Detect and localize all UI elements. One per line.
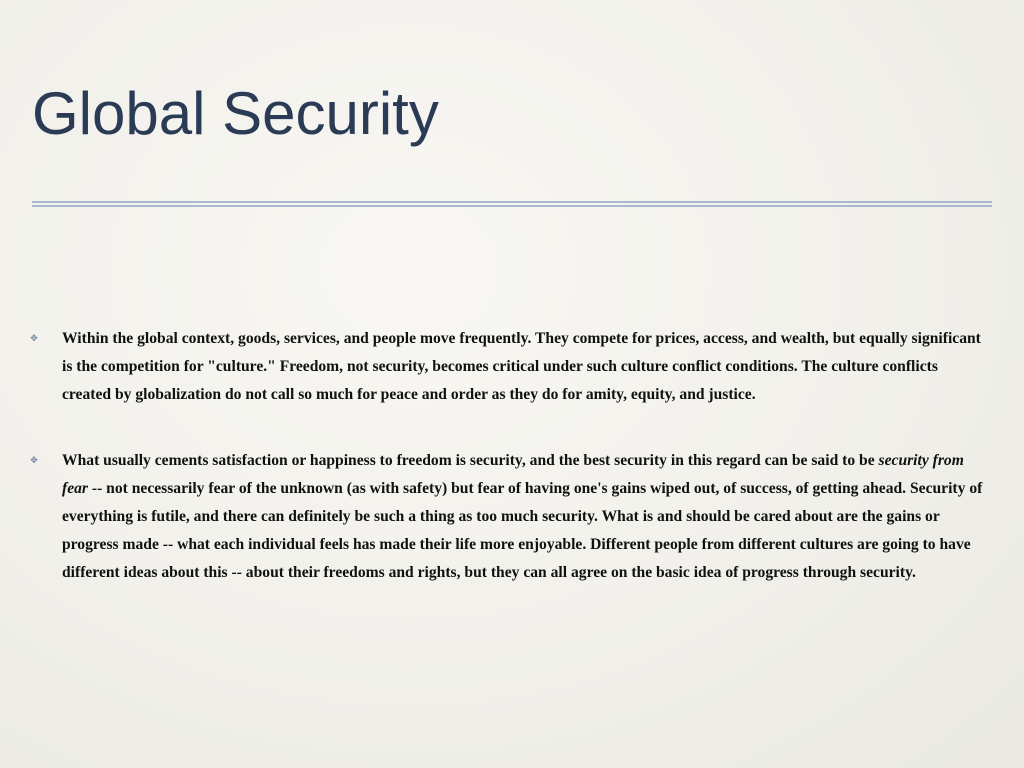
bullet-text-end: -- not necessarily fear of the unknown (as with safety) but fear of having one's gains wiped out, of success, of getting ahead. Security of everything is futile, and there can definitely be such a thing as too much security. What is and should be cared about are the gains or progress made -- what each individual feels has made their life more enjoyable. Different people from different cultures are going to have different ideas about this -- about their freedoms and rights, but they can all agree on the basic idea of progress through security.: [62, 480, 983, 581]
bullet-list: [28, 325, 988, 587]
bullet-text-start: What usually cements satisfaction or happiness to freedom is security, and the best security in this regard can be said to be: [62, 452, 879, 469]
diamond-bullet-icon: ✥: [30, 334, 38, 344]
diamond-bullet-icon: ✥: [30, 456, 38, 466]
bullet-emphasis: security from fear: [62, 452, 964, 497]
slide-title: Global Security: [32, 80, 439, 147]
title-divider: [32, 201, 992, 207]
bullet-text: Within the global context, goods, services, and people move frequently. They compete for prices, access, and wealth, but equally significant is the competition for "culture." Freedom, not security, becomes critical under such culture conflict conditions. The culture conflicts created by globalization do not call so much for peace and order as they do for amity, equity, and justice.: [62, 330, 981, 403]
bullet-item: [28, 325, 988, 409]
bullet-item: [28, 447, 988, 587]
